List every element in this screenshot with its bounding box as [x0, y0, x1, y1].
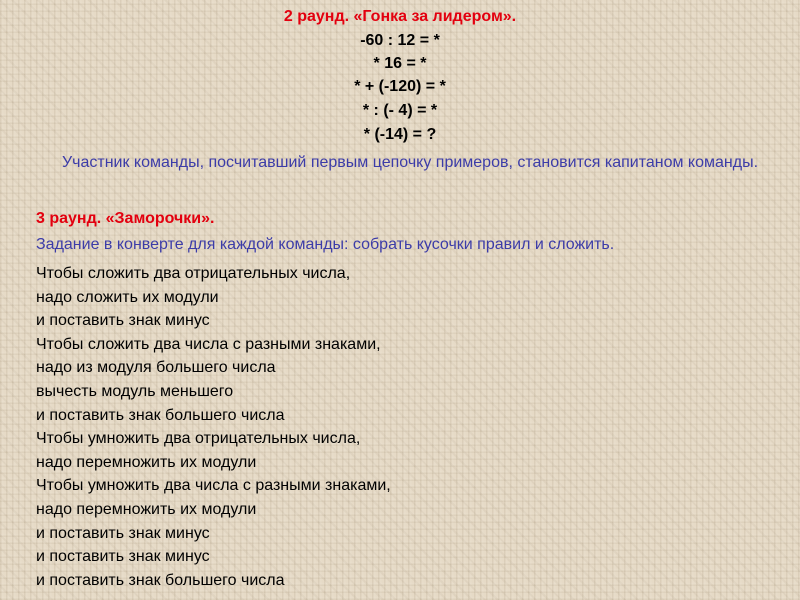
rule-line: Чтобы умножить два отрицательных числа, — [36, 430, 361, 448]
rule-line: Чтобы сложить два отрицательных числа, — [36, 265, 351, 282]
rule-line: Чтобы умножить два числа с разными знаками, — [36, 477, 391, 495]
round2-title: 2 раунд. «Гонка за лидером». — [283, 8, 517, 25]
rule-line: и поставить знак минус — [36, 312, 210, 330]
example-line-2: * 16 = * — [373, 55, 427, 72]
example-line-1: -60 : 12 = * — [360, 32, 440, 49]
rule-line: и поставить знак минус — [36, 548, 210, 566]
rule-line: и поставить знак большего числа — [36, 406, 285, 424]
round3-title: 3 раунд. «Заморочки». — [36, 210, 215, 227]
rule-line: надо из модуля большего числа — [36, 359, 276, 377]
rule-line: вычесть модуль меньшего — [36, 382, 234, 400]
rule-line: Чтобы сложить два числа с разными знаками, — [36, 335, 381, 353]
example-line-4: * : (- 4) = * — [362, 102, 438, 119]
round2-note: Участник команды, посчитавший первым цепочку примеров, становится капитаном команды. — [61, 154, 759, 171]
rule-line: и поставить знак большего числа — [36, 571, 285, 589]
rule-line: надо сложить их модули — [36, 288, 219, 306]
rules-list — [36, 262, 391, 592]
rule-line: и поставить знак минус — [36, 524, 210, 542]
rule-line: надо перемножить их модули — [36, 453, 257, 471]
example-line-5: * (-14) = ? — [363, 126, 437, 143]
example-line-3: * + (-120) = * — [354, 78, 446, 95]
round3-task: Задание в конверте для каждой команды: собрать кусочки правил и сложить. — [36, 236, 615, 253]
rule-line: надо перемножить их модули — [36, 500, 257, 518]
